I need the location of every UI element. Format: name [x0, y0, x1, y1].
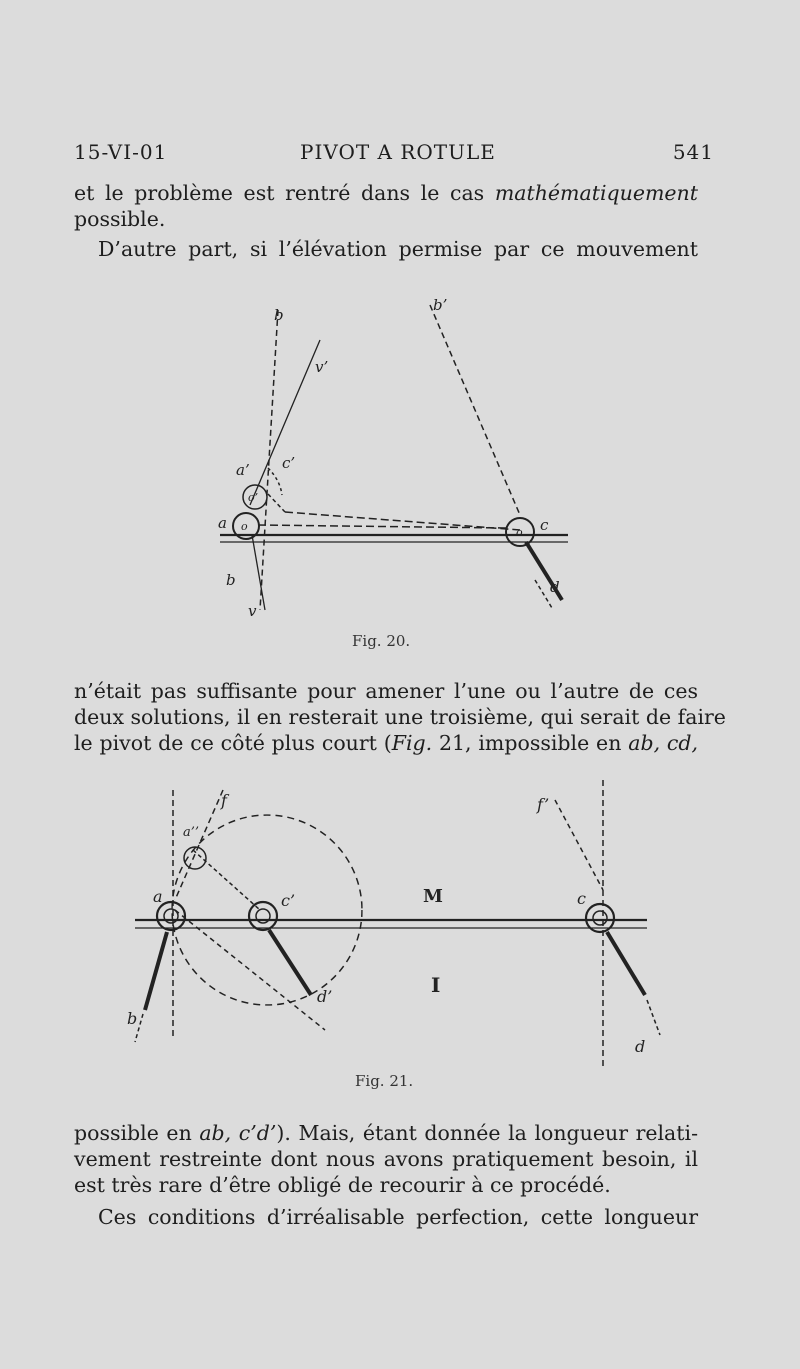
fig20-caption: Fig. 20.: [352, 632, 411, 650]
fig20-label-o-prime: o’: [248, 491, 259, 504]
paragraph-4: [74, 1120, 698, 1198]
header-title: PIVOT A ROTULE: [300, 140, 496, 164]
paragraph-3-line-2: deux solutions, il en resterait une troisième, qui serait de faire: [74, 705, 726, 729]
fig21-label-f-prime: f’: [537, 795, 550, 814]
figure-20: [190, 280, 580, 620]
fig21-label-f: f: [221, 791, 227, 810]
fig21-caption: Fig. 21.: [355, 1072, 414, 1090]
paragraph-4-line-2: vement restreinte dont nous avons pratiquement besoin, il: [74, 1147, 698, 1171]
fig21-rod-b: [145, 932, 167, 1010]
fig21-label-b: b: [127, 1009, 138, 1028]
paragraph-4-line-3: est très rare d’être obligé de recourir à ce procédé.: [74, 1173, 611, 1197]
paragraph-1-line-1: et le problème est rentré dans le cas mathématiquement: [74, 181, 698, 205]
fig20-line-v-prime: [250, 340, 320, 505]
fig20-label-o-right: o: [516, 526, 523, 539]
emphasis: mathématiquement: [494, 181, 698, 205]
paragraph-3-line-1: n’était pas suffisante pour amener l’une ou l’autre de ces: [74, 679, 698, 703]
fig20-label-v-prime: v’: [315, 358, 329, 376]
fig21-label-I: I: [431, 973, 441, 997]
paragraph-2: [74, 236, 698, 262]
fig20-label-a-prime: a’: [236, 461, 250, 479]
paragraph-1-line-2: possible.: [74, 207, 166, 231]
paragraph-2-line-1: D’autre part, si l’élévation permise par ce mouvement: [98, 237, 698, 261]
fig20-label-a: a: [218, 514, 227, 532]
fig21-line-f: [175, 790, 223, 900]
running-header: [74, 140, 714, 170]
fig20-label-c-prime: c’: [282, 454, 296, 472]
fig20-label-o: o: [241, 520, 248, 533]
fig20-line-v: [252, 535, 265, 610]
fig20-label-b-top: b: [274, 306, 284, 324]
fig20-label-b-bottom: b: [226, 571, 236, 589]
fig20-label-d: d: [550, 578, 560, 596]
fig21-label-a-double: a’’: [183, 825, 200, 840]
fig20-label-c: c: [540, 516, 549, 534]
paragraph-3: [74, 678, 726, 756]
fig21-label-d: d: [635, 1037, 646, 1056]
header-date: 15-VI-01: [74, 140, 168, 164]
paragraph-4-line-1: possible en ab, c’d’). Mais, étant donnée la longueur relati-: [74, 1121, 698, 1145]
fig21-ball-a: [157, 902, 185, 930]
paragraph-5-line-1: Ces conditions d’irréalisable perfection, cette longueur: [98, 1205, 698, 1229]
page-number: 541: [672, 140, 714, 164]
fig21-label-c: c: [577, 889, 586, 908]
fig21-label-a: a: [153, 887, 163, 906]
paragraph-5: [74, 1204, 698, 1230]
fig20-line-b-prime: [430, 305, 520, 515]
fig21-rod-d: [607, 932, 645, 995]
fig21-label-d-prime: d’: [317, 987, 333, 1006]
fig21-label-M: M: [423, 886, 443, 907]
fig20-label-v: v: [248, 602, 257, 620]
figure-21: [115, 770, 695, 1070]
fig21-label-c-prime: c’: [281, 891, 296, 910]
paragraph-3-line-3: le pivot de ce côté plus court (Fig. 21, impossible en ab, cd,: [74, 731, 699, 755]
fig21-ball-c-prime: [249, 902, 277, 930]
paragraph-1: [74, 180, 698, 232]
fig20-label-b-prime: b’: [433, 296, 448, 314]
fig21-rod-d-prime: [269, 930, 311, 995]
